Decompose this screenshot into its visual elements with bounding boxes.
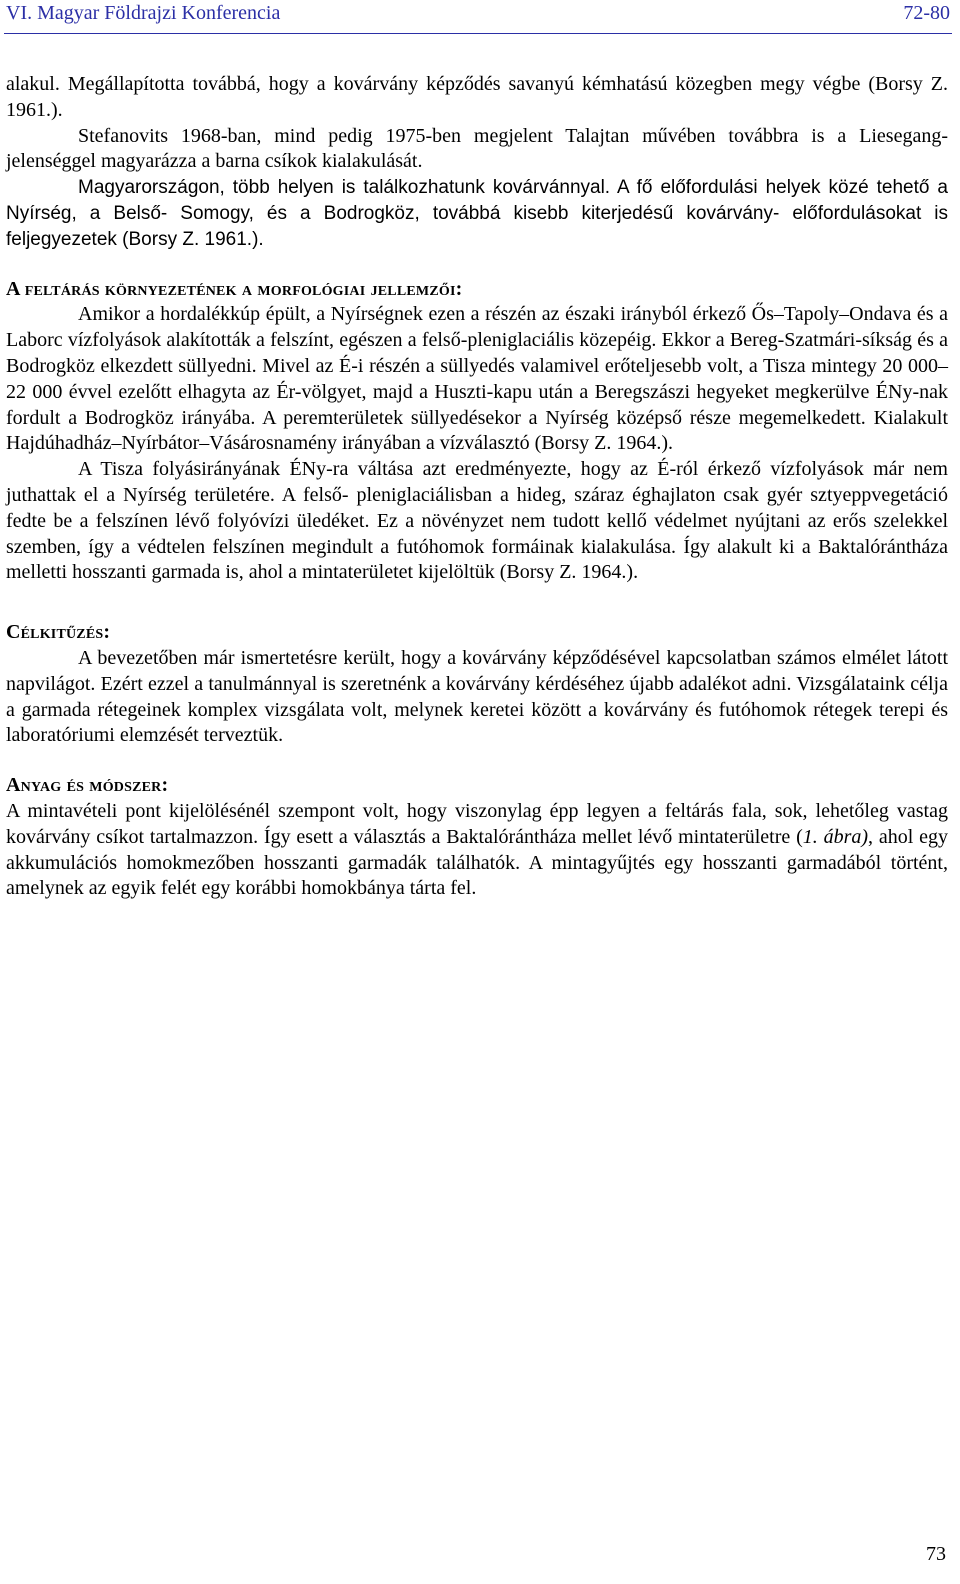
paragraph-intro-3: Magyarországon, több helyen is találkozhatunk kovárvánnyal. A fő előfordulási helyek közé tehető a Nyírség, a Belső- Somogy, és a Bodrogköz, továbbá kisebb kiterjedésű kovárvány- előfordulásokat is feljegyezetek (Borsy Z. 1961.). (6, 177, 948, 250)
paragraph-objectives-1: A bevezetőben már ismertetésre került, hogy a kovárvány képződésével kapcsolatban számos elmélet látott napvilágot. Ezért ezzel a tanulmánnyal is szeretnénk a kovárvány kérdéséhez újabb adalékot adni. Vizsgálataink célja a garmada rétegeinek komplex vizsgálata volt, melynek keretei között a kovárvány és futóhomok rétegek terepi és laboratóriumi elemzését terveztük. (6, 646, 948, 747)
section-heading-methods: Anyag és módszer: (6, 774, 169, 797)
spacer (6, 586, 948, 620)
header-divider (4, 33, 952, 34)
page-body (6, 72, 948, 902)
page-number: 73 (926, 1543, 946, 1565)
paragraph-morphology-2: A Tisza folyásirányának ÉNy-ra váltása azt eredményezte, hogy az É-ról érkező vízfolyások már nem juthattak el a Nyírség területére. A felső- pleniglaciálisban a hideg, száraz éghajlaton csak gyér sztyeppvegetáció fedte be a felszínen lévő folyóvízi üledéket. Ez a növényzet nem tudott kellő védelmet nyújtani az erős szelekkel szemben, így a védtelen felszínen megindult a futóhomok formáinak kialakulása. Így alakult ki a Baktalórántháza melletti hosszanti garmada is, ahol a mintaterületet kijelöltük (Borsy Z. 1964.). (6, 458, 948, 584)
running-header (6, 2, 950, 32)
paragraph-intro-1: alakul. Megállapította továbbá, hogy a kovárvány képződés savanyú kémhatású közegben megy végbe (Borsy Z. 1961.). (6, 73, 948, 121)
section-heading-objectives: Célkitűzés: (6, 621, 111, 644)
paragraph-morphology-1: Amikor a hordalékkúp épült, a Nyírségnek ezen a részén az északi irányból érkező Ős–Tapoly–Ondava és a Laborc vízfolyások alakították a felszínt, egészen a felső-pleniglaciális közepéig. Ekkor a Bereg-Szatmári-síkság és a Bodrogköz elkezdett süllyedni. Mivel az É-i részén a süllyedés valamivel erőteljesebb volt, a Tisza mintegy 20 000–22 000 évvel ezelőtt elhagyta az Ér-völgyet, majd a Huszti-kapu után a Beregszászi hegyeket megkerülve ÉNy-nak fordult a Bodrogköz irányába. A peremterületek süllyedésekor a Nyírség középső része megemelkedett. Kialakult Hajdúhadház–Nyírbátor–Vásárosnamény irányában a vízválasztó (Borsy Z. 1964.). (6, 303, 948, 455)
header-page-range: 72-80 (903, 2, 950, 24)
figure-reference: 1. ábra) (802, 825, 869, 848)
methods-text-part-2: , ahol egy akkumulációs homokmezőben hosszanti garmadák találhatók. A mintagyűjtés egy hosszanti garmadából történt, amelynek az egyik felét egy korábbi homokbánya tárta fel. (6, 825, 949, 900)
paragraph-methods-1 (6, 799, 948, 902)
section-heading-morphology: A feltárás környezetének a morfológiai jellemzői: (6, 277, 463, 300)
methods-text-part-1: A mintavételi pont kijelölésénél szempont volt, hogy viszonylag épp legyen a feltárás fala, sok, lehetőleg vastag kovárvány csíkot tartalmazzon. Így esett a választás a Baktalórántháza mellet lévő mintaterületre ( (6, 799, 948, 848)
header-conference-title: VI. Magyar Földrajzi Konferencia (6, 2, 281, 24)
spacer (6, 253, 948, 277)
spacer (6, 749, 948, 773)
paragraph-intro-2: Stefanovits 1968-ban, mind pedig 1975-ben megjelent Talajtan művében továbbra is a Liesegang- jelenséggel magyarázza a barna csíkok kialakulását. (6, 124, 948, 173)
